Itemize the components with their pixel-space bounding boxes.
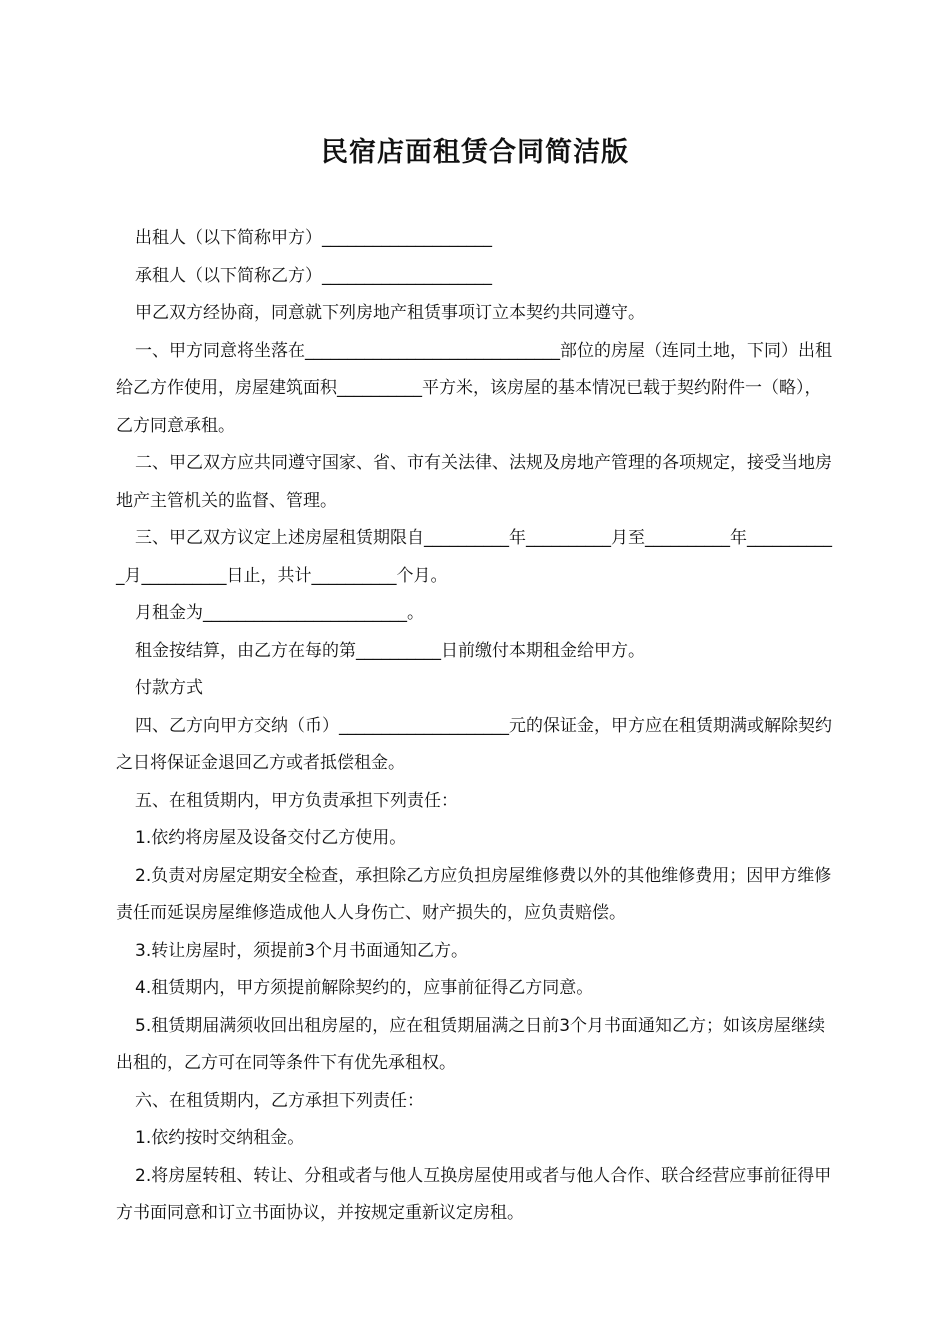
clause-5-item-5: 5.租赁期届满须收回出租房屋的，应在租赁期届满之日前3个月书面通知乙方；如该房屋继续出租的，乙方可在同等条件下有优先承租权。 [116,1015,826,1073]
clause-1: 一、甲方同意将坐落在______________________________部位的房屋（连同土地，下同）出租给乙方作使用，房屋建筑面积__________平方米，该房屋的基本情况已载于契约附件一（略），乙方同意承租。 [116,340,832,436]
payment-method-line: 付款方式 [135,678,203,698]
clause-4: 四、乙方向甲方交纳（币）____________________元的保证金，甲方应在租赁期满或解除契约之日将保证金退回乙方或者抵偿租金。 [116,715,832,773]
document-body [116,220,838,1233]
lessor-line: 出租人（以下简称甲方）____________________ [135,228,492,248]
clause-3: 三、甲乙双方议定上述房屋租赁期限自__________年__________月至__________年___________月__________日止，共计__________个月。 [116,528,832,586]
clause-5-item-2: 2.负责对房屋定期安全检查，承担除乙方应负担房屋维修费以外的其他维修费用；因甲方维修责任而延误房屋维修造成他人人身伤亡、财产损失的，应负责赔偿。 [116,865,832,923]
clause-5-heading: 五、在租赁期内，甲方负责承担下列责任： [135,790,458,811]
clause-5-item-3: 3.转让房屋时，须提前3个月书面通知乙方。 [135,940,469,961]
clause-6-item-2: 2.将房屋转租、转让、分租或者与他人互换房屋使用或者与他人合作、联合经营应事前征得甲方书面同意和订立书面协议，并按规定重新议定房租。 [116,1165,832,1223]
clause-5-item-4: 4.租赁期内，甲方须提前解除契约的，应事前征得乙方同意。 [135,978,594,998]
clause-6-item-1: 1.依约按时交纳租金。 [135,1128,305,1148]
rent-settlement-line: 租金按结算，由乙方在每的第__________日前缴付本期租金给甲方。 [135,640,645,661]
clause-2: 二、甲乙双方应共同遵守国家、省、市有关法律、法规及房地产管理的各项规定，接受当地房地产主管机关的监督、管理。 [116,453,832,511]
monthly-rent-line: 月租金为________________________。 [135,603,424,623]
lessee-line: 承租人（以下简称乙方）____________________ [135,265,492,286]
clause-5-item-1: 1.依约将房屋及设备交付乙方使用。 [135,828,407,848]
document-title: 民宿店面租赁合同简洁版 [321,137,629,168]
clause-6-heading: 六、在租赁期内，乙方承担下列责任： [135,1090,424,1111]
preamble-paragraph: 甲乙双方经协商，同意就下列房地产租赁事项订立本契约共同遵守。 [135,303,645,323]
